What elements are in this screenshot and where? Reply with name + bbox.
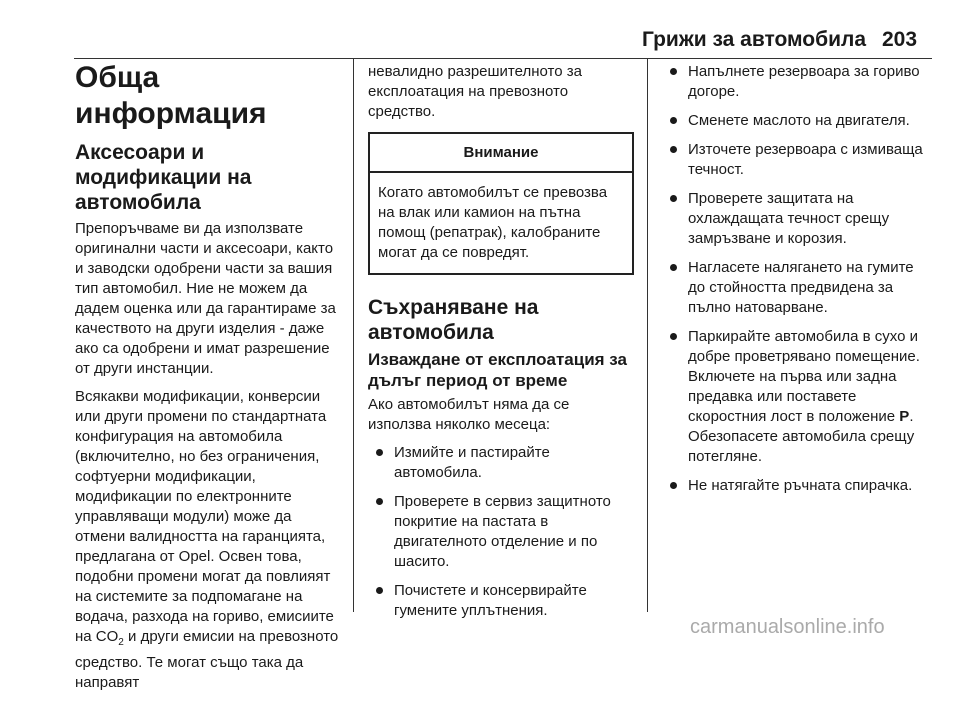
list-item: Не натягайте ръчната спирачка. xyxy=(662,476,932,496)
subsection-title-accessories: Аксесоари и модификации на автомобила xyxy=(75,141,252,214)
list-item: Проверете в сервиз защитното покритие на пастата в двигателното отделение и по шасито. xyxy=(368,492,634,572)
co2-subscript: 2 xyxy=(118,637,124,648)
list-item: Източете резервоара с измиваща течност. xyxy=(662,140,932,180)
paragraph-continuation: невалидно разрешителното за експлоатация на превозното средство. xyxy=(368,63,582,120)
section-title: Обща информация xyxy=(75,61,267,130)
list-item: Нагласете налягането на гумите до стойността предвидена за пълно натоварване. xyxy=(662,258,932,318)
modifications-text-a: Всякакви модификации, конверсии или други промени по стандартната конфигурация на автомобила (включително, но без ограничения, софтуерни модификации, модификации по електронните управляващи модули) може да отмени валидността на гаранцията, предлагана от Opel. Освен това, подобни промени могат да повлияят на системите за подпомагане на водача, разхода на гориво, емисиите на CO xyxy=(75,388,334,645)
list-item: Напълнете резервоара за гориво догоре. xyxy=(662,62,932,102)
paragraph-modifications xyxy=(75,387,341,693)
list-item: Проверете защитата на охлаждащата течност срещу замръзване и корозия. xyxy=(662,189,932,249)
storage-list-1 xyxy=(368,443,634,621)
page-header xyxy=(0,0,960,55)
list-item xyxy=(662,327,932,467)
list-item: Сменете маслото на двигателя. xyxy=(662,111,932,131)
warning-body: Когато автомобилът се превозва на влак или камион на пътна помощ (репатрак), калобраните могат да се повредят. xyxy=(378,184,608,261)
warning-title: Внимание xyxy=(370,134,632,173)
parking-text-b: . Обезопасете автомобила срещу потегляне. xyxy=(688,408,915,465)
column-2 xyxy=(368,62,634,630)
column-1 xyxy=(75,60,341,701)
column-3 xyxy=(662,62,932,505)
modifications-text-b: и други емисии на превозното средство. Те могат също така да направят xyxy=(75,628,339,691)
list-item: Измийте и пастирайте автомобила. xyxy=(368,443,634,483)
subsection-title-storage: Съхраняване на автомобила xyxy=(368,296,539,344)
warning-box xyxy=(368,132,634,275)
column-divider-1 xyxy=(353,58,354,612)
subsubsection-title-long-period: Изваждане от експлоатация за дълъг период от време xyxy=(368,350,627,390)
watermark: carmanualsonline.info xyxy=(690,616,885,638)
list-item: Почистете и консервирайте гумените уплътнения. xyxy=(368,581,634,621)
running-title: Грижи за автомобила xyxy=(642,28,867,51)
paragraph-original-parts: Препоръчваме ви да използвате оригинални части и аксесоари, както и заводски одобрени части за вашия тип автомобил. Ние не можем да дадем оценка или да гарантираме за качеството на други изделия - даже ако са одобрени и имат разрешение от други инстанции. xyxy=(75,220,336,377)
paragraph-storage-intro: Ако автомобилът няма да се използва няколко месеца: xyxy=(368,396,570,433)
page-number: 203 xyxy=(882,28,918,51)
gear-position-p: P xyxy=(899,408,910,425)
column-divider-2 xyxy=(647,58,648,612)
parking-text-a: Паркирайте автомобила в сухо и добре проветрявано помещение. Включете на първа или задна предавка или поставете скоростния лост в положение xyxy=(688,328,920,425)
header-rule xyxy=(74,58,932,59)
storage-list-2 xyxy=(662,62,932,496)
